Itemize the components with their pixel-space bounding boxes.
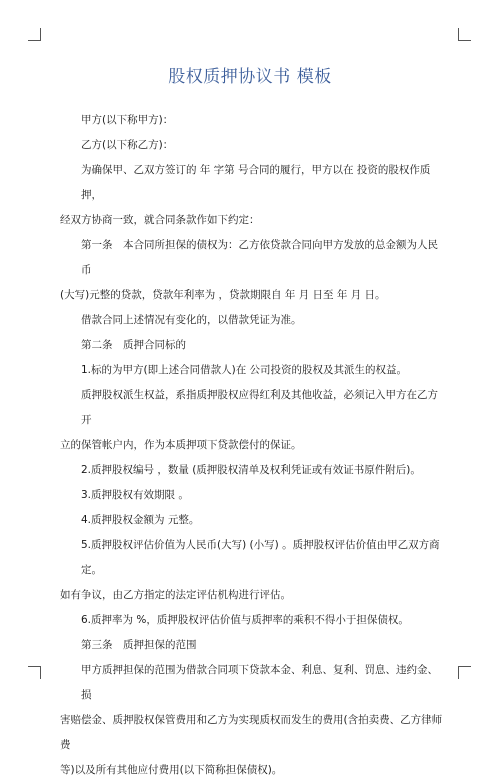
clause-item: 3.质押股权有效期限 。	[81, 489, 189, 501]
paragraph: 立的保管帐户内，作为本质押项下贷款偿付的保证。	[60, 439, 302, 451]
party-a-line: 甲方(以下称甲方)：	[81, 114, 174, 126]
article-2-heading: 第二条 质押合同标的	[81, 339, 186, 351]
document-title: 股权质押协议书 模板	[168, 67, 332, 87]
paragraph: 甲方质押担保的范围为借款合同项下贷款本金、利息、复利、罚息、违约金、损	[81, 664, 438, 701]
paragraph: (大写)元整的贷款，贷款年利率为 ，贷款期限自 年 月 日至 年 月 日。	[60, 289, 386, 301]
article-1: 第一条 本合同所担保的债权为：乙方依贷款合同向甲方发放的总金额为人民币	[81, 239, 438, 276]
clause-item: 5.质押股权评估价值为人民币(大写) (小写) 。质押股权评估价值由甲乙双方商定。	[81, 539, 440, 576]
document-body	[60, 108, 444, 783]
corner-mark-top-right	[458, 28, 471, 41]
corner-mark-top-left	[28, 28, 41, 41]
corner-mark-bottom-left	[28, 666, 41, 679]
clause-item: 1.标的为甲方(即上述合同借款人)在 公司投资的股权及其派生的权益。	[81, 364, 408, 376]
article-3-heading: 第三条 质押担保的范围	[81, 639, 197, 651]
party-b-line: 乙方(以下称乙方)：	[81, 139, 174, 151]
paragraph: 害赔偿金、质押股权保管费用和乙方为实现质权而发生的费用(含拍卖费、乙方律师费	[60, 714, 443, 751]
clause-item: 4.质押股权金额为 元整。	[81, 514, 200, 526]
clause-item: 2.质押股权编号 ，数量 (质押股权清单及权利凭证或有效证书原件附后)。	[81, 464, 421, 476]
clause-item: 6.质押率为 %，质押股权评估价值与质押率的乘积不得小于担保债权。	[81, 614, 409, 626]
paragraph: 经双方协商一致，就合同条款作如下约定：	[60, 214, 260, 226]
corner-mark-bottom-right	[458, 666, 471, 679]
paragraph: 质押股权派生权益，系指质押股权应得红利及其他收益，必须记入甲方在乙方开	[81, 389, 438, 426]
paragraph: 为确保甲、乙双方签订的 年 字第 号合同的履行，甲方以在 投资的股权作质押，	[81, 164, 431, 201]
paragraph: 等)以及所有其他应付费用(以下简称担保债权)。	[60, 764, 283, 776]
paragraph: 如有争议，由乙方指定的法定评估机构进行评估。	[60, 589, 291, 601]
paragraph: 借款合同上述情况有变化的，以借款凭证为准。	[81, 314, 302, 326]
